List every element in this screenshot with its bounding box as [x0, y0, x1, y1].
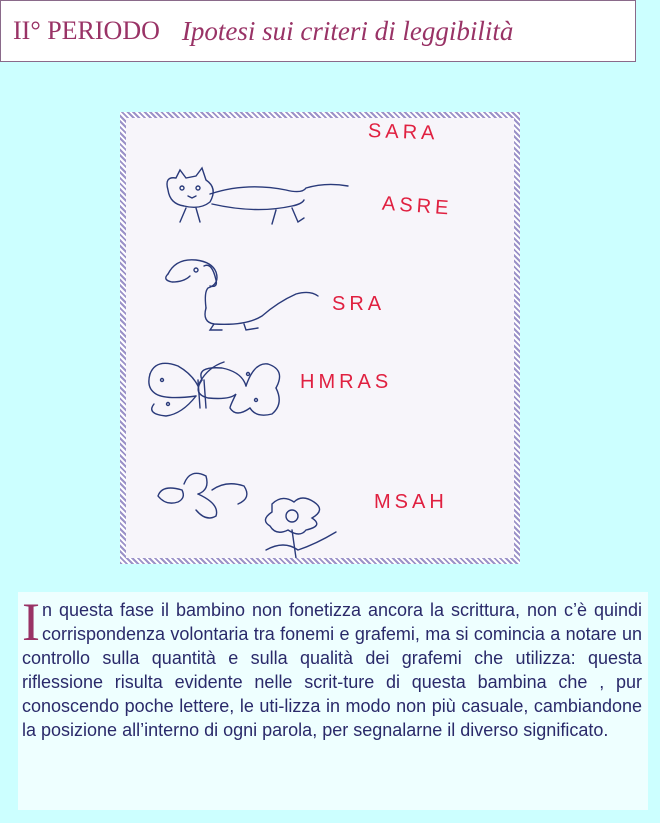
word-label: ASRE	[381, 192, 454, 220]
cat-drawing	[167, 168, 348, 224]
page-subtitle: Ipotesi sui criteri di leggibilità	[181, 15, 514, 46]
dog-drawing	[166, 260, 318, 330]
drawing-canvas	[126, 118, 514, 558]
title-box	[0, 0, 636, 62]
word-label: SRA	[332, 293, 386, 315]
child-drawing-image	[120, 112, 520, 564]
period-title: II° PERIODO	[13, 16, 160, 45]
word-label: SARA	[367, 120, 439, 145]
butterfly-flower-drawing	[158, 473, 336, 558]
description-body: n questa fase il bambino non fonetizza ancora la scrittura, non c’è quindi corrispondenza volontaria tra fonemi e grafemi, ma si comincia a notare un controllo sulla quantità e sulla qualità dei grafemi che utilizza: questa riflessione risulta evidente nelle scrit-ture di questa bambina che , pur conoscendo poche lettere, le uti-lizza in modo non più casuale, cambiandone la posizione all’interno di ogni parola, per segnalarne il diverso significato.	[22, 600, 642, 740]
butterfly-drawing	[149, 362, 280, 416]
word-label: HMRAS	[300, 371, 393, 393]
drop-cap: I	[22, 592, 40, 652]
description-text	[18, 592, 648, 810]
word-label: MSAH	[374, 491, 448, 513]
